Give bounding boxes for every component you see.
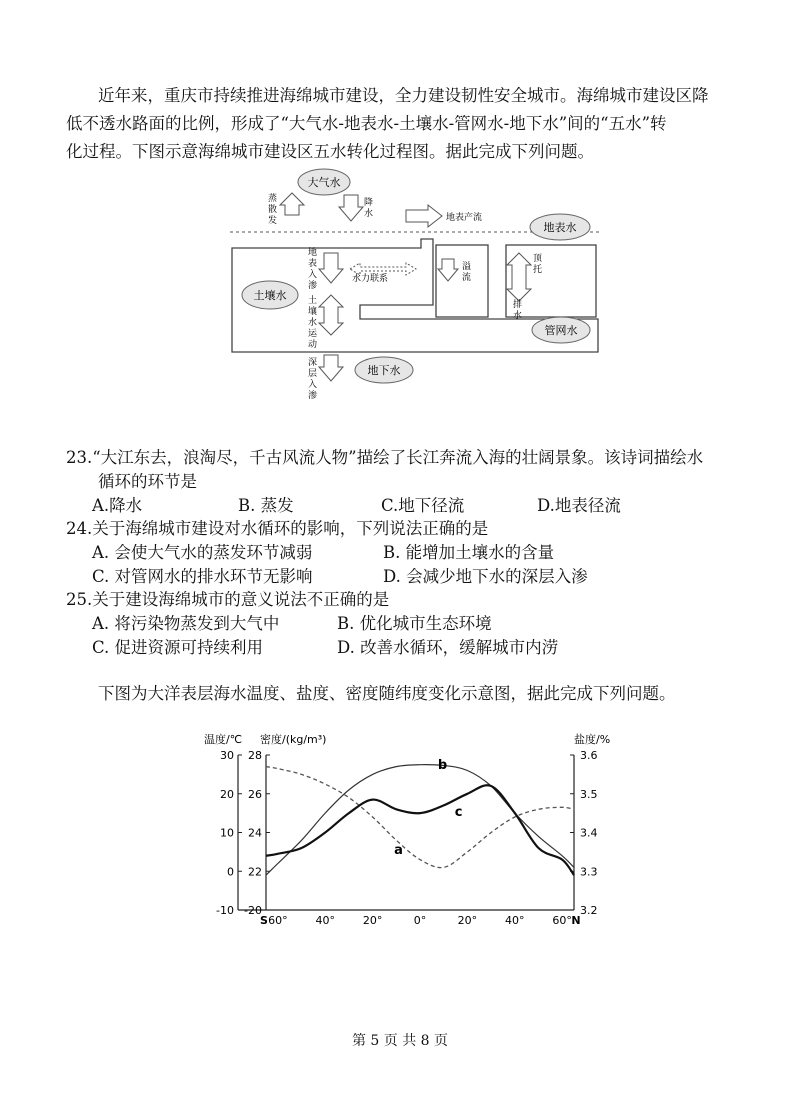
intro-line-2: 低不透水路面的比例，形成了“大气水-地表水-土壤水-管网水-地下水”间的“五水”转 (66, 114, 667, 133)
series-c-line (266, 785, 574, 875)
q24-option-c: C. 对管网水的排水环节无影响 (92, 567, 313, 586)
q25-option-c: C. 促进资源可持续利用 (92, 638, 264, 657)
salinity-tick-label: 3.3 (580, 865, 598, 879)
label-drain-1: 排 (513, 300, 523, 310)
label-overflow-1: 溢 (462, 262, 472, 272)
label-hydraulic: 水力联系 (352, 274, 389, 284)
intro2-text: 下图为大洋表层海水温度、盐度、密度随纬度变化示意图，据此完成下列问题。 (98, 684, 676, 703)
temp-axis-label: 温度/℃ (204, 733, 243, 746)
label-deep-2: 层 (308, 369, 318, 379)
q23-stem-1: 23.“大江东去，浪淘尽，千古风流人物”描绘了长江奔流入海的壮阔景象。该诗词描绘水 (66, 448, 704, 467)
series-b-label: b (437, 758, 448, 774)
x-tick-label: 60° (268, 914, 288, 927)
q23-option-c: C.地下径流 (381, 496, 465, 515)
ocean-profile-chart (196, 725, 636, 930)
q23-option-a: A.降水 (92, 496, 143, 515)
label-infil-2: 表 (308, 259, 318, 269)
temp-tick-label: 10 (220, 826, 234, 840)
salinity-tick-label: 3.5 (580, 787, 598, 801)
density-tick-label: 22 (248, 865, 262, 879)
temp-tick-label: 20 (220, 787, 234, 801)
five-water-diagram (228, 165, 608, 420)
label-pipe-water: 管网水 (544, 324, 578, 337)
x-tick-label: S (260, 914, 268, 927)
q24-option-b: B. 能增加土壤水的含量 (383, 543, 555, 562)
label-soilmove-3: 水 (308, 318, 318, 328)
intro-line-3: 化过程。下图示意海绵城市建设区五水转化过程图。据此完成下列问题。 (66, 142, 594, 161)
density-tick-label: 26 (248, 787, 262, 801)
label-lift-2: 托 (533, 265, 543, 275)
label-precip-2: 水 (364, 209, 374, 219)
series-b-line (266, 765, 574, 876)
label-deep-3: 入 (308, 380, 318, 390)
label-soilmove-2: 壤 (308, 307, 318, 317)
density-tick-label: -20 (244, 904, 262, 917)
series-a-line (266, 767, 574, 868)
x-tick-label: 20° (362, 914, 383, 927)
label-evap-2: 散 (268, 205, 278, 215)
label-soilmove-4: 运 (308, 329, 318, 339)
salinity-axis-label: 盐度/% (574, 733, 611, 746)
q24-stem: 24.关于海绵城市建设对水循环的影响，下列说法正确的是 (66, 519, 489, 538)
label-evap-3: 发 (268, 216, 278, 226)
q24-option-d: D. 会减少地下水的深层入渗 (383, 567, 588, 586)
label-ground-water: 地下水 (367, 364, 401, 377)
q25-option-d: D. 改善水循环，缓解城市内涝 (337, 638, 559, 657)
x-tick-label: 40° (505, 914, 525, 927)
x-tick-label: 60° (552, 914, 572, 927)
label-soil-water: 土壤水 (253, 289, 287, 302)
x-tick-label: 0° (413, 914, 427, 927)
page-footer: 第 5 页 共 8 页 (351, 1033, 449, 1049)
series-c-label: c (454, 804, 463, 820)
label-soilmove-1: 土 (308, 296, 318, 306)
label-atmospheric-water: 大气水 (307, 176, 341, 189)
temp-tick-label: 0 (227, 865, 234, 879)
label-infil-1: 地 (308, 248, 318, 258)
label-overflow-2: 流 (462, 273, 472, 283)
q25-stem: 25.关于建设海绵城市的意义说法不正确的是 (66, 590, 390, 609)
x-tick-label: N (571, 914, 581, 927)
density-tick-label: 24 (248, 826, 262, 840)
x-tick-label: 20° (457, 914, 478, 927)
label-precip-1: 降 (364, 198, 374, 208)
salinity-tick-label: 3.6 (580, 749, 598, 762)
density-tick-label: 28 (248, 749, 262, 762)
label-drain-2: 水 (513, 311, 523, 321)
density-axis-label: 密度/(kg/m³) (260, 733, 327, 746)
q25-option-a: A. 将污染物蒸发到大气中 (92, 614, 280, 633)
label-soilmove-5: 动 (308, 340, 318, 350)
label-infil-4: 渗 (308, 281, 318, 291)
label-evap-1: 蒸 (268, 194, 278, 204)
q24-option-a: A. 会使大气水的蒸发环节减弱 (92, 543, 313, 562)
label-deep-4: 渗 (308, 391, 318, 401)
temp-tick-label: 30 (220, 749, 234, 762)
salinity-tick-label: 3.4 (580, 826, 598, 840)
temp-tick-label: -10 (216, 904, 234, 917)
series-a-label: a (394, 842, 403, 858)
label-lift-1: 顶 (533, 254, 543, 264)
q23-option-b: B. 蒸发 (238, 496, 294, 515)
label-deep-1: 深 (308, 358, 318, 368)
x-tick-label: 40° (315, 914, 335, 927)
q25-option-b: B. 优化城市生态环境 (337, 614, 492, 633)
intro-line-1: 近年来，重庆市持续推进海绵城市建设，全力建设韧性安全城市。海绵城市建设区降 (98, 86, 709, 105)
label-infil-3: 入 (308, 270, 318, 280)
label-runoff: 地表产流 (446, 213, 483, 223)
q23-stem-2: 循环的环节是 (98, 472, 197, 491)
q23-option-d: D.地表径流 (537, 496, 621, 515)
label-surface-water: 地表水 (543, 221, 577, 234)
salinity-tick-label: 3.2 (580, 904, 598, 917)
